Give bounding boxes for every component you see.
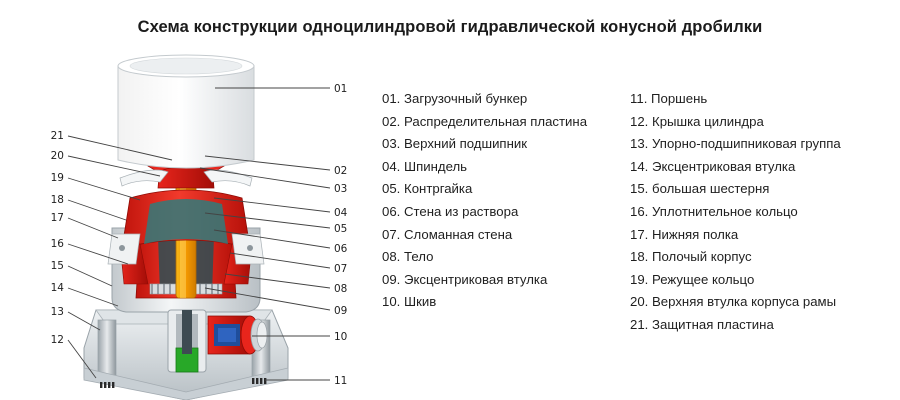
legend-item — [630, 246, 900, 269]
legend-item-label: Защитная пластина — [652, 316, 774, 332]
legend-item-number: 12. — [630, 113, 649, 129]
legend-item — [630, 88, 900, 111]
legend-column-left — [382, 88, 630, 358]
legend-item-number: 09. — [382, 271, 401, 287]
legend-item — [630, 133, 900, 156]
legend-item-label: Сломанная стена — [404, 226, 513, 242]
legend-item — [382, 133, 630, 156]
legend-item-label: Распределительная пластина — [404, 113, 588, 129]
feed-hopper — [118, 55, 254, 168]
legend-item-label: Поршень — [651, 91, 708, 106]
callout-left-18: 18 — [50, 194, 64, 206]
legend-item — [630, 291, 900, 314]
callout-left-13: 13 — [50, 306, 64, 318]
legend-item-label: Верхняя втулка корпуса рамы — [652, 294, 837, 310]
legend-item — [382, 111, 630, 134]
legend-item — [630, 111, 900, 134]
legend-item-number: 21. — [630, 316, 649, 332]
legend-item-number: 07. — [382, 226, 401, 242]
legend-item — [630, 178, 900, 201]
callout-labels-right — [334, 83, 348, 387]
legend-item-label: Шпиндель — [404, 158, 468, 174]
legend-item-number: 01. — [382, 91, 401, 106]
legend-item-label: Загрузочный бункер — [404, 91, 528, 106]
legend-item-number: 04. — [382, 158, 401, 174]
legend-item-label: Стена из раствора — [404, 203, 519, 219]
legend-item-number: 14. — [630, 158, 649, 174]
callout-right-05: 05 — [334, 223, 348, 235]
legend-item-number: 17. — [630, 226, 649, 242]
legend-item-label: Полочый корпус — [652, 249, 752, 265]
legend-item-number: 08. — [382, 249, 401, 265]
legend-item-label: Верхний подшипник — [404, 136, 527, 152]
callout-right-11: 11 — [334, 375, 348, 387]
legend-item-number: 02. — [382, 113, 401, 129]
legend-column-right — [630, 88, 900, 358]
legend-item-number: 05. — [382, 181, 401, 197]
legend-item-label: Упорно-подшипниковая группа — [652, 136, 841, 152]
legend-item — [630, 224, 900, 247]
legend-item-number: 13. — [630, 136, 649, 152]
callout-left-16: 16 — [50, 238, 64, 250]
legend-item-number: 11. — [630, 91, 648, 106]
legend-item — [630, 201, 900, 224]
legend-item-number: 10. — [382, 294, 401, 310]
legend-item-label: Тело — [404, 249, 434, 265]
legend-item — [382, 88, 630, 111]
hydraulic-cylinder — [168, 310, 206, 372]
callout-right-07: 07 — [334, 263, 348, 275]
callout-left-15: 15 — [50, 260, 64, 272]
legend-item — [382, 291, 630, 314]
legend-item-number: 18. — [630, 249, 649, 265]
callout-right-06: 06 — [334, 243, 348, 255]
callout-labels-left — [51, 130, 65, 346]
crusher-cross-section-diagram — [0, 48, 372, 400]
callout-right-03: 03 — [334, 183, 348, 195]
legend-item-number: 20. — [630, 294, 649, 310]
callout-right-02: 02 — [334, 165, 348, 177]
legend-item-label: Контргайка — [404, 181, 473, 197]
legend-item — [630, 156, 900, 179]
legend-item-label: большая шестерня — [652, 181, 770, 197]
callout-left-20: 20 — [50, 150, 64, 162]
callout-right-09: 09 — [334, 305, 348, 317]
legend-item-number: 15. — [630, 181, 649, 197]
legend-item-label: Шкив — [404, 294, 437, 310]
legend-item-number: 19. — [630, 271, 649, 287]
legend — [382, 88, 900, 358]
legend-item — [630, 314, 900, 337]
legend-item-number: 06. — [382, 203, 401, 219]
callout-right-10: 10 — [334, 331, 348, 343]
callout-left-21: 21 — [50, 130, 64, 142]
callout-right-08: 08 — [334, 283, 348, 295]
legend-item — [382, 178, 630, 201]
legend-item — [382, 224, 630, 247]
legend-item — [382, 201, 630, 224]
legend-item-number: 03. — [382, 136, 401, 152]
legend-item — [382, 269, 630, 292]
legend-item-number: 16. — [630, 203, 649, 219]
callout-right-01: 01 — [334, 83, 348, 95]
legend-item-label: Эксцентриковая втулка — [652, 158, 796, 174]
legend-item-label: Уплотнительное кольцо — [652, 203, 798, 219]
legend-item-label: Крышка цилиндра — [652, 113, 764, 129]
callout-left-12: 12 — [50, 334, 64, 346]
callout-left-14: 14 — [50, 282, 64, 294]
page-title: Схема конструкции одноцилиндровой гидравлической конусной дробилки — [137, 18, 763, 36]
legend-item-label: Эксцентриковая втулка — [404, 271, 548, 287]
drive-pulley — [208, 316, 267, 354]
callout-right-04: 04 — [334, 207, 348, 219]
legend-item-label: Режущее кольцо — [652, 271, 755, 287]
legend-item — [630, 269, 900, 292]
callout-left-17: 17 — [50, 212, 64, 224]
legend-item — [382, 246, 630, 269]
callout-left-19: 19 — [50, 172, 64, 184]
legend-item-label: Нижняя полка — [652, 226, 739, 242]
legend-item — [382, 156, 630, 179]
